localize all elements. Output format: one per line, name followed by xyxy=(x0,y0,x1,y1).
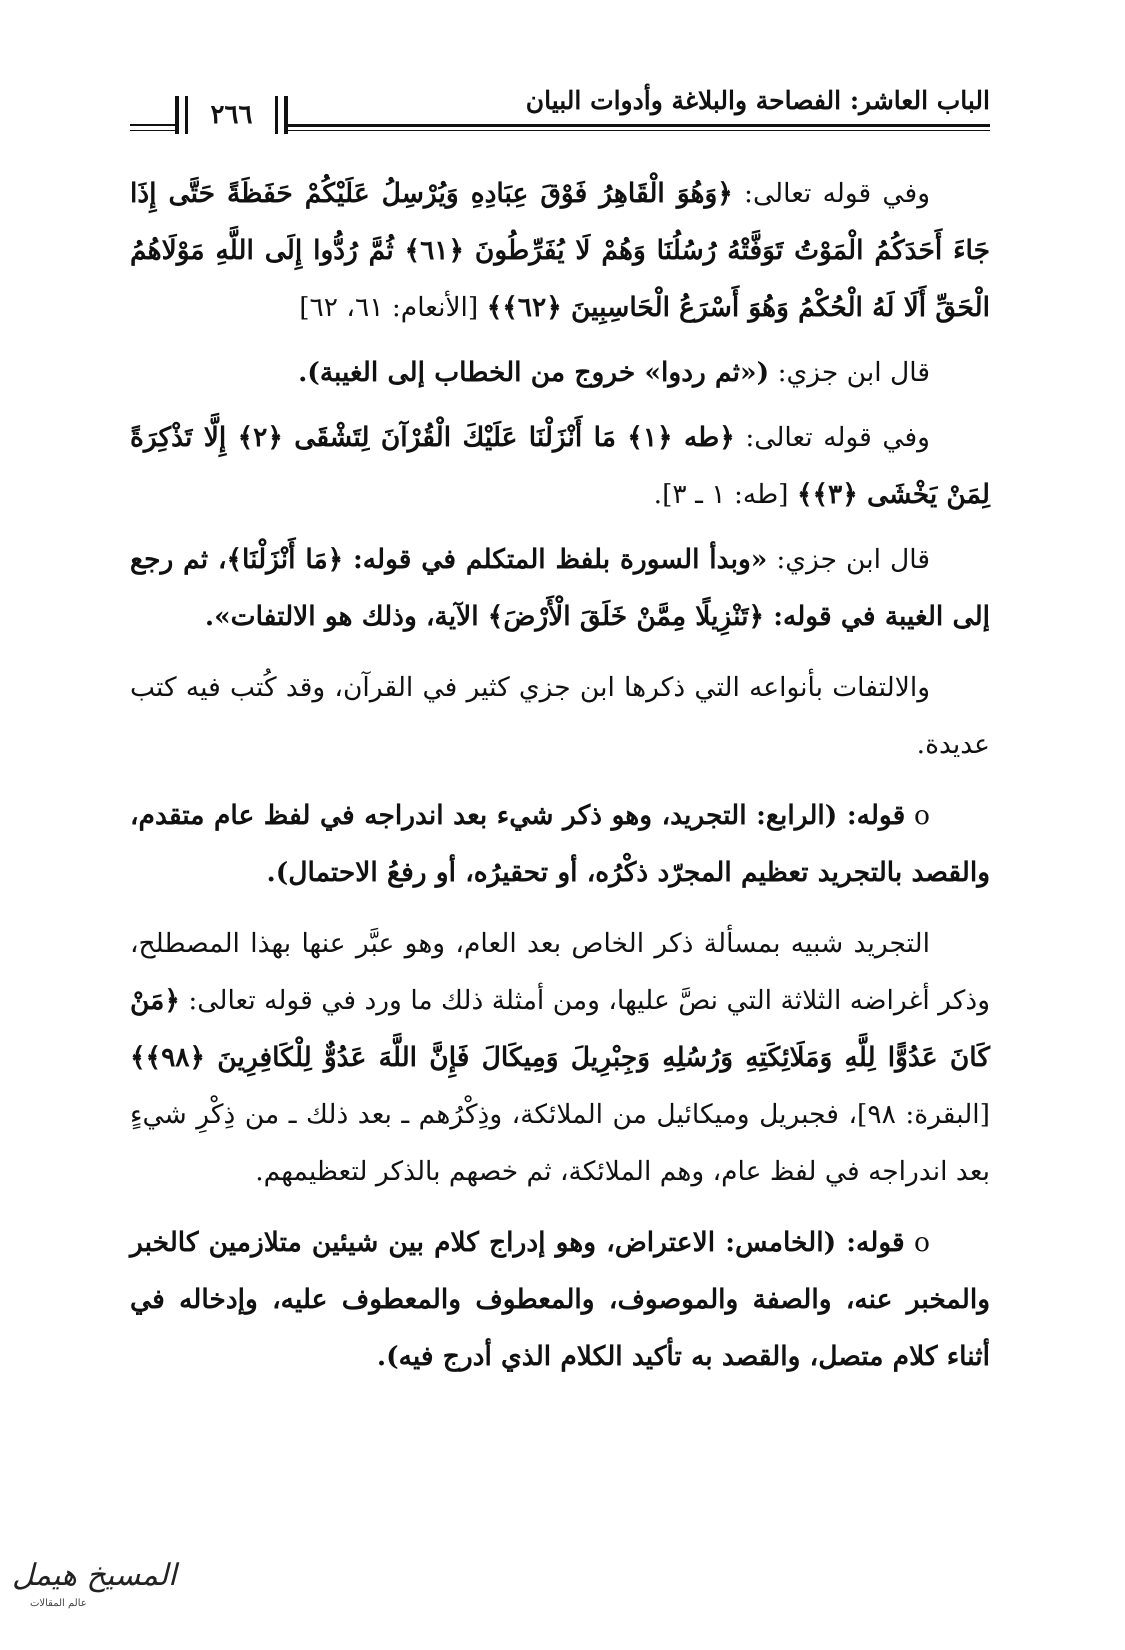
quoted-commentary: («ثم ردوا» خروج من الخطاب إلى الغيبة). xyxy=(298,357,770,388)
verse-reference: [طه: ١ ـ ٣]. xyxy=(653,479,797,510)
page-number-box xyxy=(175,96,288,134)
quoted-definition: (الخامس: الاعتراض، وهو إدراج كلام بين شيئين متلازمين كالخبر والمخبر عنه، والصفة والموصوف، والمعطوف والمعطوف عليه، وإدخاله في أثناء كلام متصل، والقصد به تأكيد الكلام الذي أدرج فيه). xyxy=(130,1227,990,1372)
page-number: ٢٦٦ xyxy=(210,100,253,130)
paragraph-lead: قال ابن جزي: xyxy=(767,544,930,575)
header-rule-top xyxy=(240,124,990,127)
paragraph-ibn-juzay-1 xyxy=(130,344,990,401)
paragraph-tajrid-explanation xyxy=(130,915,990,1200)
quoted-definition: (الرابع: التجريد، وهو ذكر شيء بعد اندراجه في لفظ عام متقدم، والقصد بالتجريد تعظيم المجرّد ذكْرُه، أو تحقيرُه، أو رفعُ الاحتمال). xyxy=(130,800,990,888)
header-rule-bottom xyxy=(240,130,990,131)
watermark-logo: المسيخ هيمل xyxy=(12,1558,177,1593)
quran-verse: ﴿مَنْ كَانَ عَدُوًّا لِلَّهِ وَمَلَائِكَتِهِ وَرُسُلِهِ وَجِبْرِيلَ وَمِيكَالَ فَإِنَّ اللَّهَ عَدُوٌّ لِلْكَافِرِينَ ﴿٩٨﴾﴾ xyxy=(130,985,990,1073)
quoted-commentary: «وبدأ السورة بلفظ المتكلم في قوله: ﴿مَا أَنْزَلْنَا﴾، ثم رجع إلى الغيبة في قوله: ﴿تَنْزِيلًا مِمَّنْ خَلَقَ الْأَرْضَ﴾ الآية، وذلك هو الالتفات». xyxy=(130,544,990,632)
paragraph-lead: وفي قوله تعالى: xyxy=(732,178,930,209)
verse-reference: [الأنعام: ٦١، ٦٢] xyxy=(299,292,487,323)
header-rule-left xyxy=(130,124,180,126)
bullet-icon: o xyxy=(905,800,930,831)
paragraph-ibn-juzay-2 xyxy=(130,531,990,645)
header-rule-left-thin xyxy=(130,130,180,131)
chapter-title: الباب العاشر: الفصاحة والبلاغة وأدوات البيان xyxy=(525,86,990,115)
paragraph-iltifat xyxy=(130,659,990,773)
page-header xyxy=(0,0,1125,150)
paragraph-quote-taha xyxy=(130,409,990,523)
paragraph-label: قوله: xyxy=(836,1227,905,1258)
quran-verse: ﴿وَهُوَ الْقَاهِرُ فَوْقَ عِبَادِهِ وَيُرْسِلُ عَلَيْكُمْ حَفَظَةً حَتَّى إِذَا جَاءَ أَحَدَكُمُ الْمَوْتُ تَوَفَّتْهُ رُسُلُنَا وَهُمْ لَا يُفَرِّطُونَ ﴿٦١﴾ ثُمَّ رُدُّوا إِلَى اللَّهِ مَوْلَاهُمُ الْحَقِّ أَلَا لَهُ الْحُكْمُ وَهُوَ أَسْرَعُ الْحَاسِبِينَ ﴿٦٢﴾﴾ xyxy=(130,178,990,323)
paragraph-lead: قال ابن جزي: xyxy=(769,357,930,388)
paragraph-text: والالتفات بأنواعه التي ذكرها ابن جزي كثير في القرآن، وقد كُتب فيه كتب عديدة. xyxy=(130,672,990,760)
paragraph-quote-anam xyxy=(130,165,990,336)
verse-reference: [البقرة: ٩٨] xyxy=(857,1099,990,1130)
watermark-logo-subtitle: عالم المقالات xyxy=(30,1598,87,1609)
paragraph-lead: التجريد شبيه بمسألة ذكر الخاص بعد العام، وهو عبَّر عنها بهذا المصطلح، وذكر أغراضه الثلاثة التي نصَّ عليها، ومن أمثلة ذلك ما ورد في قوله تعالى: xyxy=(130,928,990,1016)
quran-verse: ﴿طه ﴿١﴾ مَا أَنْزَلْنَا عَلَيْكَ الْقُرْآنَ لِتَشْقَى ﴿٢﴾ إِلَّا تَذْكِرَةً لِمَنْ يَخْشَى ﴿٣﴾﴾ xyxy=(130,422,990,510)
bullet-icon: o xyxy=(904,1227,930,1258)
paragraph-label: قوله: xyxy=(837,800,906,831)
paragraph-lead: وفي قوله تعالى: xyxy=(734,422,930,453)
page-body xyxy=(130,165,990,1393)
paragraph-tail: ، فجبريل وميكائيل من الملائكة، وذِكْرُهم ـ بعد ذلك ـ من ذِكْرِ شيءٍ بعد اندراجه في لفظ عام، وهم الملائكة، ثم خصهم بالذكر لتعظيمهم. xyxy=(130,1099,990,1187)
paragraph-tajrid-definition xyxy=(130,787,990,901)
paragraph-itirad-definition xyxy=(130,1214,990,1385)
